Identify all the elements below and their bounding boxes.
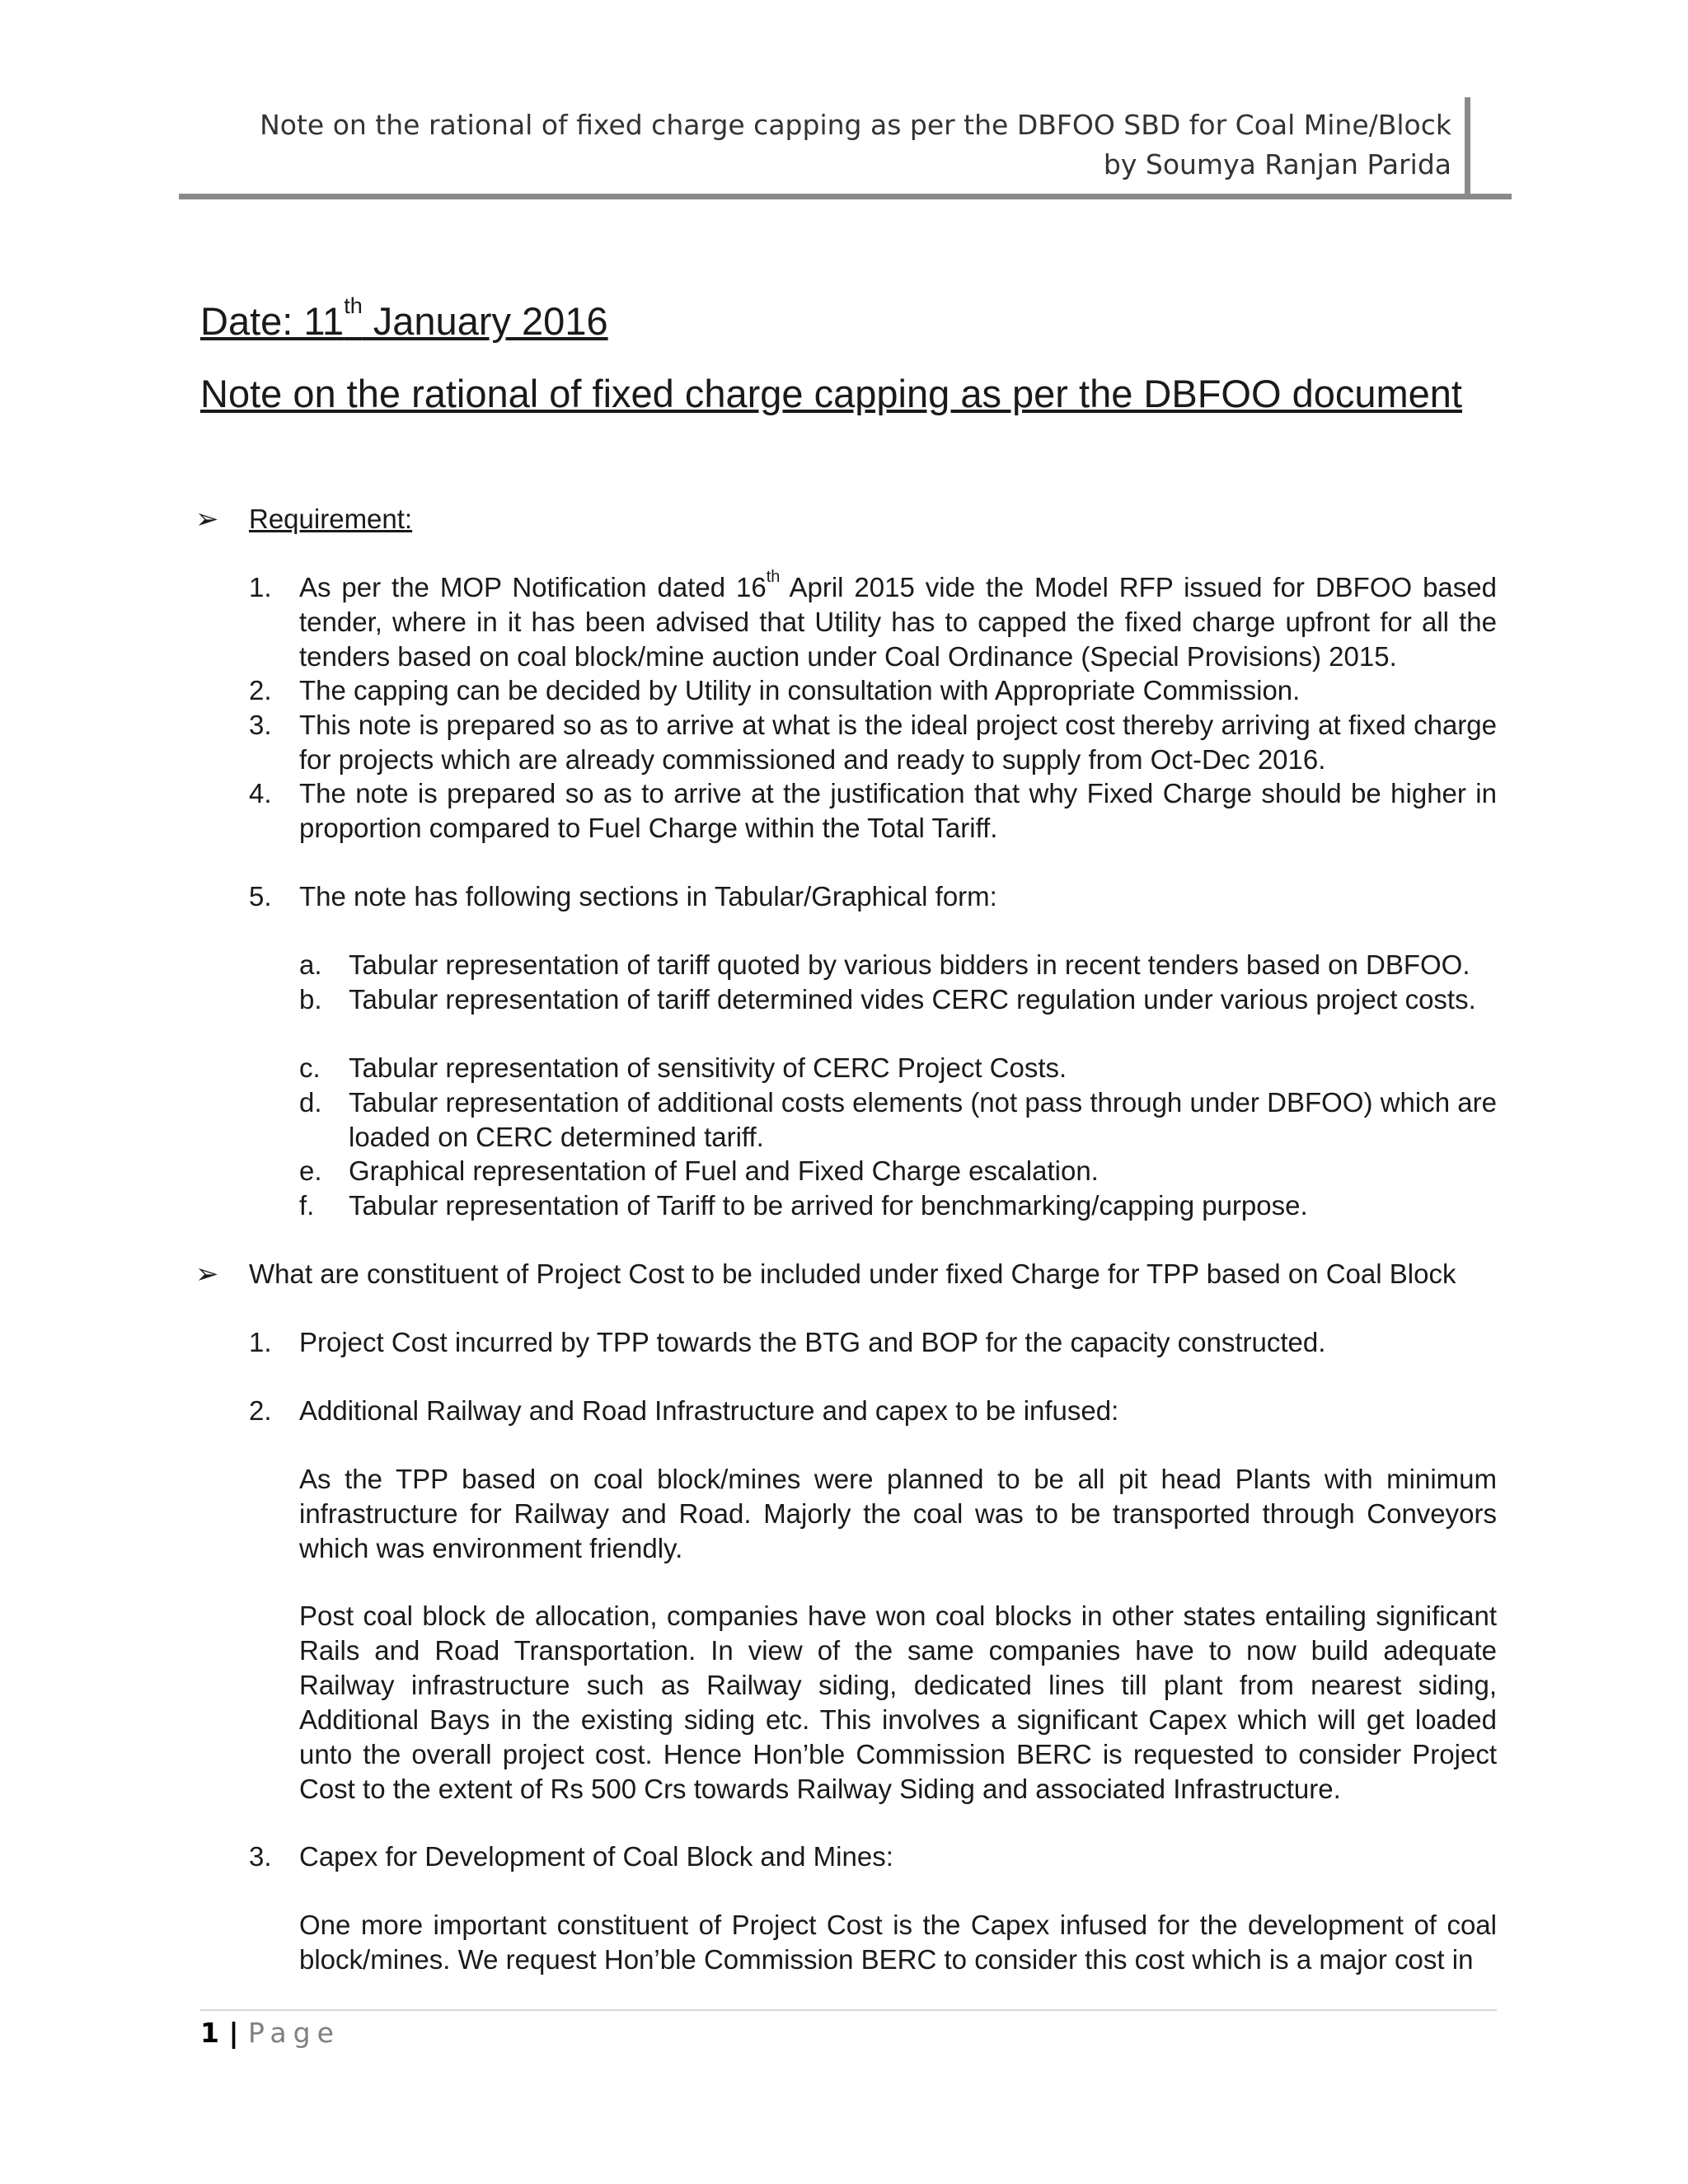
list-number: 1. [249,1327,272,1357]
document-title: Note on the rational of fixed charge capping as per the DBFOO document [200,372,1462,415]
sublist-item: Graphical representation of Fuel and Fixed Charge escalation. [349,1155,1099,1186]
list-item: As per the MOP Notification dated 16th April 2015 vide the Model RFP issued for DBFOO based tender, where in it has been advised that Utility has to capped the fixed charge upfront for all the tenders based on coal block/mine auction under Coal Ordinance (Special Provisions) 2015. [299,568,1497,672]
list-item: Project Cost incurred by TPP towards the BTG and BOP for the capacity constructed. [299,1327,1326,1357]
page-number: 1 [200,2017,219,2049]
list-number: 2. [249,675,272,705]
list-number: 1. [249,572,272,602]
list-item: The capping can be decided by Utility in consultation with Appropriate Commission. [299,675,1301,705]
sublist-item: Tabular representation of additional costs elements (not pass through under DBFOO) which are loaded on CERC determined tariff. [349,1087,1497,1152]
running-header [177,105,1451,185]
sublist-letter: d. [299,1087,322,1118]
sublist-item: Tabular representation of Tariff to be arrived for benchmarking/capping purpose. [349,1190,1308,1221]
date-heading: Date: 11th January 2016 [200,293,608,343]
page-footer: 1 | Page [200,2017,340,2049]
header-title: Note on the rational of fixed charge capping as per the DBFOO SBD for Coal Mine/Block [260,109,1451,141]
paragraph: Post coal block de allocation, companies have won coal blocks in other states entailing significant Rails and Road Transportation. In view of the same companies have to now build adequate Railway infrastructure such as Railway siding, dedicated lines till plant from nearest siding, Additional Bays in the existing siding etc. This involves a significant Capex which will get loaded unto the overall project cost. Hence Hon’ble Commission BERC is requested to consider Project Cost to the extent of Rs 500 Crs towards Railway Siding and associated Infrastructure. [299,1601,1497,1804]
section-heading-project-cost: What are constituent of Project Cost to be included under fixed Charge for TPP based on Coal Block [249,1258,1456,1289]
sublist-item: Tabular representation of tariff determined vides CERC regulation under various project costs. [349,984,1476,1015]
list-item: This note is prepared so as to arrive at what is the ideal project cost thereby arriving at fixed charge for projects which are already commissioned and ready to supply from Oct-Dec 2016. [299,710,1497,775]
section-heading-requirement: Requirement: [249,504,413,534]
header-vertical-rule [1465,97,1470,194]
list-item: The note is prepared so as to arrive at the justification that why Fixed Charge should be higher in proportion compared to Fuel Charge within the Total Tariff. [299,778,1497,843]
paragraph: As the TPP based on coal block/mines were planned to be all pit head Plants with minimum infrastructure for Railway and Road. Majorly the coal was to be transported through Conveyors which was environment friendly. [299,1464,1497,1563]
bullet-arrow-icon: ➢ [195,1258,219,1290]
page-label: Page [248,2017,340,2049]
list-item: Additional Railway and Road Infrastructure and capex to be infused: [299,1395,1119,1426]
sublist-letter: f. [299,1190,315,1221]
header-author: by Soumya Ranjan Parida [1103,148,1451,180]
list-number: 5. [249,881,272,912]
header-horizontal-rule [179,194,1512,199]
sublist-letter: e. [299,1155,322,1186]
sublist-letter: a. [299,949,322,980]
sublist-letter: c. [299,1052,321,1083]
sublist-item: Tabular representation of sensitivity of CERC Project Costs. [349,1052,1067,1083]
bullet-arrow-icon: ➢ [195,504,219,535]
list-item: The note has following sections in Tabular/Graphical form: [299,881,997,912]
footer-rule [200,2009,1497,2011]
list-number: 4. [249,778,272,808]
list-number: 2. [249,1395,272,1426]
sublist-item: Tabular representation of tariff quoted by various bidders in recent tenders based on DBFOO. [349,949,1470,980]
list-number: 3. [249,710,272,740]
list-item: Capex for Development of Coal Block and Mines: [299,1841,893,1872]
paragraph: One more important constituent of Project Cost is the Capex infused for the development of coal block/mines. We request Hon’ble Commission BERC to consider this cost which is a major cost in [299,1910,1497,1975]
list-number: 3. [249,1841,272,1872]
sublist-letter: b. [299,984,322,1015]
